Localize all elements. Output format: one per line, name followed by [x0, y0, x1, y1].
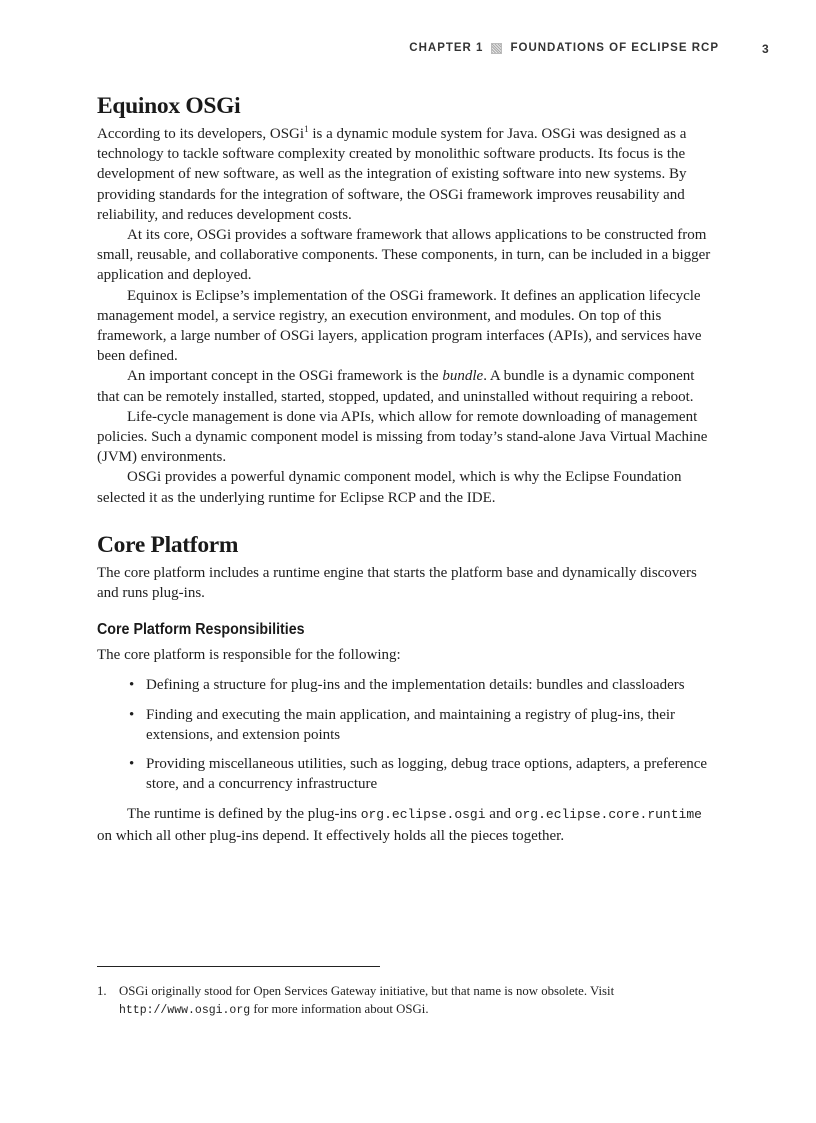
paragraph: The runtime is defined by the plug-ins org.eclipse.osgi and org.eclipse.core.runtime on which all other plug-ins depend. It effectively holds all the pieces together. — [97, 806, 702, 844]
paragraph: The core platform is responsible for the following: — [97, 647, 401, 664]
footnote-number: 1. — [97, 984, 107, 998]
list-item: • Defining a structure for plug-ins and the implementation details: bundles and classloaders — [146, 675, 719, 695]
paragraph: OSGi provides a powerful dynamic component model, which is why the Eclipse Foundation selected it as the underlying runtime for Eclipse RCP and the IDE. — [97, 469, 682, 506]
page-number: 3 — [762, 42, 769, 56]
paragraph: An important concept in the OSGi framework is the bundle. A bundle is a dynamic component that can be remotely installed, started, stopped, updated, and uninstalled without requiring a reboot. — [97, 368, 695, 405]
emphasis-bundle: bundle — [442, 368, 484, 385]
section-heading-core-platform: Core Platform — [97, 531, 239, 558]
code-osgi: org.eclipse.osgi — [360, 807, 486, 823]
bullet-icon: • — [129, 756, 135, 773]
chapter-label: CHAPTER 1 — [409, 42, 484, 54]
list-item: • Finding and executing the main application, and maintaining a registry of plug-ins, their extensions, and extension points — [129, 706, 676, 743]
section-heading-equinox: Equinox OSGi — [97, 93, 241, 119]
code-core-runtime: org.eclipse.core.runtime — [514, 807, 702, 823]
footnote-text: OSGi originally stood for Open Services Gateway initiative, but that name is now obsolete. Visit http://www.osgi.org for more information about OSGi. — [119, 984, 615, 1017]
list-item: • Providing miscellaneous utilities, such as logging, debug trace options, adapters, a preference store, and a concurrency infrastructure — [129, 756, 708, 793]
footnote-link[interactable]: http://www.osgi.org — [119, 1004, 251, 1017]
paragraph: At its core, OSGi provides a software framework that allows applications to be constructed from small, reusable, and collaborative components. These components, in turn, can be included in a bigger application and deployed. — [97, 227, 711, 284]
footnote — [97, 982, 697, 1020]
paragraph: According to its developers, OSGi$^1$ is a dynamic module system for Java. OSGi was designed as a technology to tackle software complexity created by monolithic software products. Its focus is the development of new software, as well as the integration of existing software into new systems. By providing standards for the integration of software, the OSGi framework improves reusability and reliability, and reduces development costs. — [97, 124, 687, 223]
paragraph: Equinox is Eclipse’s implementation of the OSGi framework. It defines an application lifecycle management model, a service registry, an execution environment, and modules. On top of this framework, a large number of OSGi layers, application program interfaces (APIs), and services have been defined. — [97, 287, 702, 365]
paragraph: Life-cycle management is done via APIs, which allow for remote downloading of management policies. Such a dynamic component model is missing from today’s stand-alone Java Virtual Machine (JVM) environments. — [97, 408, 708, 466]
footnote-ref[interactable]: 1 — [304, 124, 309, 134]
section-core-platform — [97, 532, 719, 846]
chapter-title: FOUNDATIONS OF ECLIPSE RCP — [510, 42, 719, 54]
paragraph: The core platform includes a runtime engine that starts the platform base and dynamically discovers and runs plug-ins. — [97, 564, 697, 602]
subsection-heading: Core Platform Responsibilities — [97, 621, 305, 639]
running-head — [409, 42, 719, 54]
responsibility-list — [97, 675, 719, 794]
bullet-icon: • — [129, 677, 135, 694]
page-body — [97, 93, 719, 846]
separator-square-icon — [491, 43, 502, 54]
footnote-divider — [97, 966, 380, 967]
bullet-icon: • — [129, 706, 135, 723]
